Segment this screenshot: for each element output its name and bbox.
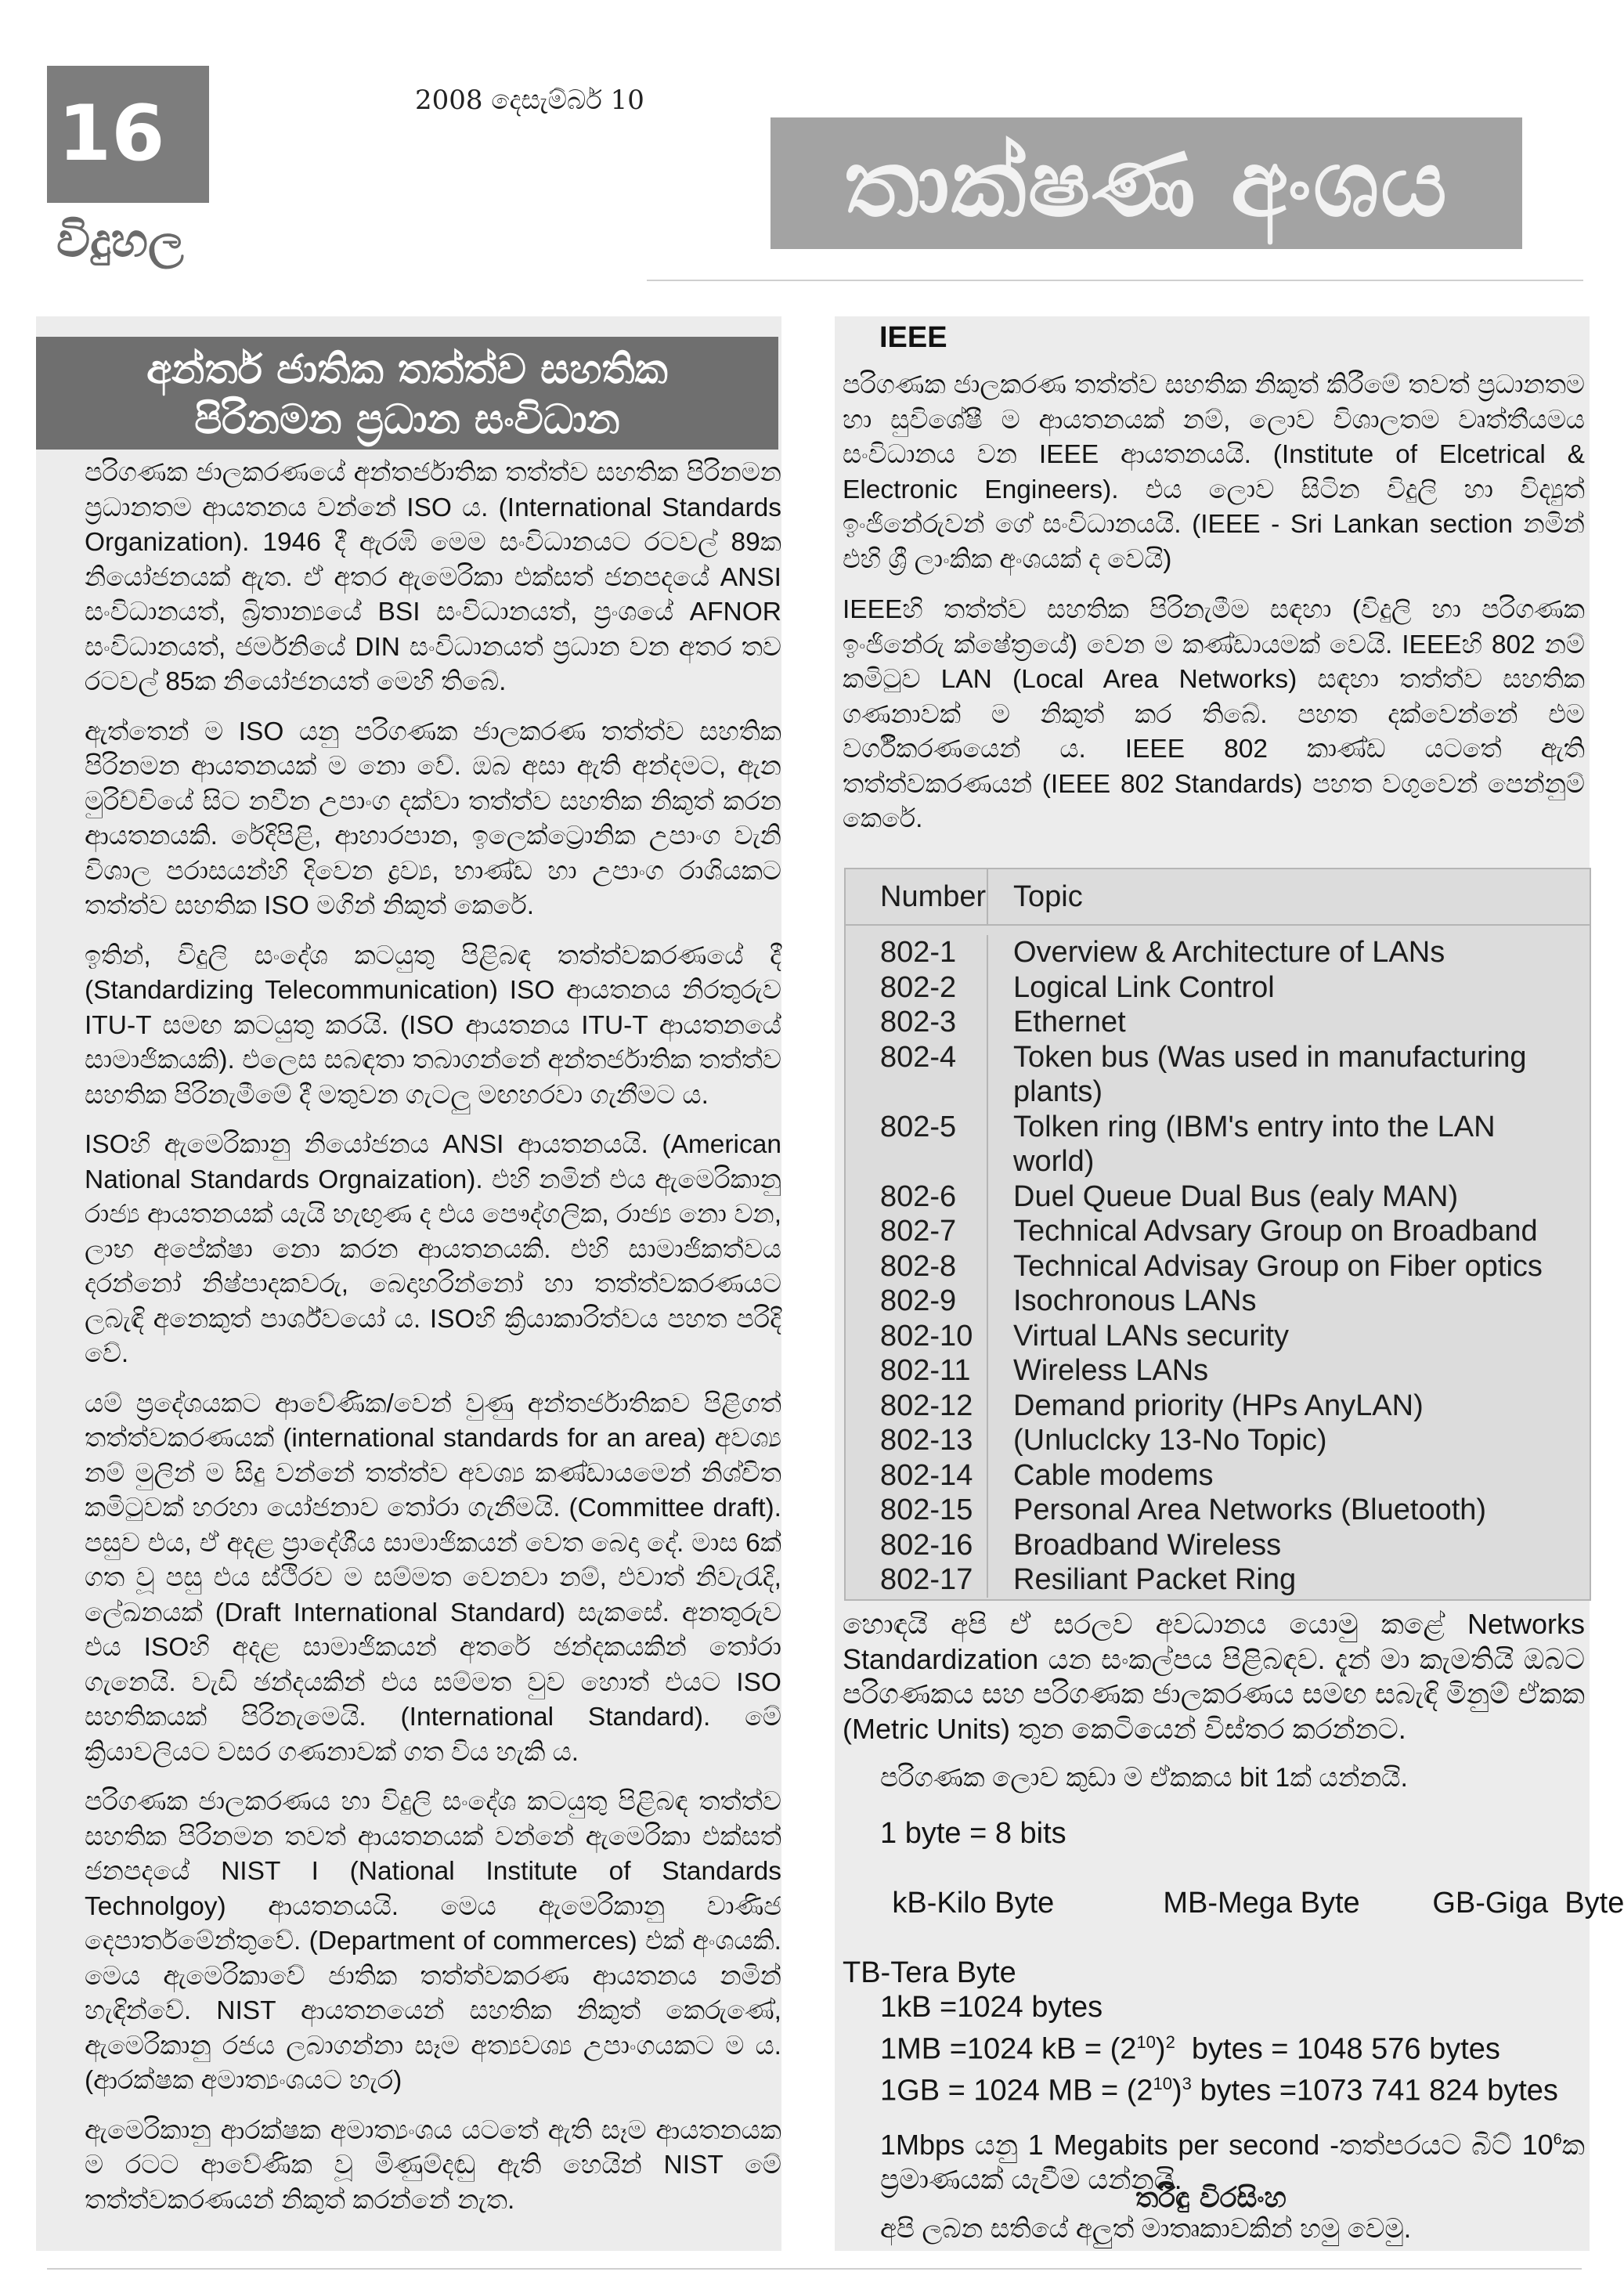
gb-exponent: 10 [1153, 2073, 1173, 2093]
row-topic: Resiliant Packet Ring [987, 1562, 1590, 1598]
mbps-exponent: 6 [1553, 2130, 1562, 2148]
row-number: 802-10 [880, 1319, 973, 1353]
newspaper-name: විදුහල [56, 213, 184, 268]
row-topic: Technical Advisay Group on Fiber optics [987, 1249, 1590, 1284]
gb-equation-part: 1GB = 1024 MB = (2 [880, 2074, 1153, 2107]
row-topic: Ethernet [987, 1005, 1590, 1040]
row-topic: Wireless LANs [987, 1353, 1590, 1389]
row-topic: Duel Queue Dual Bus (ealy MAN) [987, 1179, 1590, 1215]
mb-power: 2 [1165, 2032, 1175, 2052]
right-paragraph: IEEEහි තත්ත්ව සහතික පිරිනැමීම සඳහා (විදුලි හා පරිගණක ඉංජිනේරු ක්ෂේත්‍රයේ) වෙන ම කණ්ඩායමක් වෙයි. IEEEහි 802 නම් කමිටුව LAN (Local Area Networks) සඳහා තත්ත්ව සහතික ගණනාවක් ම නිකුත් කර තිබේ. පහත දක්වෙන්නේ එම වර්ගීකරණයෙන් ය. IEEE 802 කාණ්ඩ යටතේ ඇති තත්ත්වකරණයන් (IEEE 802 Standards) පහත වගුවෙන් පෙන්නුම් කෙරේ. [843, 595, 1585, 833]
row-number: 802-16 [880, 1528, 973, 1562]
left-paragraph: පරිගණක ජාලකරණයේ අන්තර්ජාතික තත්ත්ව සහතික පිරිනමන ප්‍රධානතම ආයතනය වන්නේ ISO ය. (International Standards Organization). 1946 දී ඇරඹි මෙම සංවිධානයට රටවල් 89ක නියෝජනයක් ඇත. ඒ අතර ඇමෙරිකා එක්සත් ජනපදයේ ANSI සංවිධානයත්, බ්‍රිතාන්‍යයේ BSI සංවිධානයත්, ප්‍රංශයේ AFNOR සංවිධානයත්, ජර්මනියේ DIN සංවිධානයත් ප්‍රධාන වන අතර තව රටවල් 85ක නියෝජනයත් මෙහි තිබේ. [85, 458, 781, 696]
row-number: 802-8 [880, 1249, 957, 1283]
table-row [846, 935, 1590, 970]
table-header-row [846, 869, 1590, 926]
row-topic: Virtual LANs security [987, 1319, 1590, 1354]
mb-equation-part: bytes = 1048 576 bytes [1175, 2032, 1500, 2066]
ieee-802-table [844, 868, 1591, 1601]
units-block [843, 1816, 1624, 2108]
row-number: 802-1 [880, 936, 957, 969]
table-row [846, 1458, 1590, 1493]
unit-tb: TB-Tera Byte [843, 1956, 1016, 1989]
unit-mb-equation [843, 2025, 1585, 2067]
row-topic: Tolken ring (IBM's entry into the LAN world) [987, 1110, 1590, 1179]
row-topic: Demand priority (HPs AnyLAN) [987, 1389, 1590, 1424]
table-row [846, 1214, 1590, 1249]
mbps-text: ක ප්‍රමාණයක් යැවීම යන්නයි. [880, 2128, 1585, 2196]
left-title-line-1: අන්තර් ජාතික තත්ත්ව සහතික [146, 346, 668, 393]
unit-mb: MB-Mega Byte [1163, 1886, 1360, 1920]
table-row [846, 1284, 1590, 1319]
left-article-body [85, 456, 781, 2233]
table-row [846, 1528, 1590, 1563]
mb-exponent: 10 [1136, 2032, 1156, 2052]
table-body [846, 926, 1590, 1599]
footer-divider [47, 2268, 1582, 2270]
row-number: 802-3 [880, 1006, 957, 1038]
table-row [846, 1423, 1590, 1458]
left-paragraph: ඇත්තෙන් ම ISO යනු පරිගණක ජාලකරණ තත්ත්ව සහතික පිරිනමන ආයතනයක් ම නො වේ. ඔබ අසා ඇති අන්දමට, ඇන මුරිච්චියේ සිට නවීන උපාංග දක්වා තත්ත්ව සහතික නිකුත් කරන ආයතනයකි. රේදිපිළි, ආහාරපාන, ඉලෙක්ට්‍රොනික උපාංග වැනි විශාල පරාසයන්හි දිවෙන ද්‍රව්‍ය, භාණ්ඩ හා උපාංග රාශියකට තත්ත්ව සහතික ISO මගින් නිකුත් කෙරේ. [85, 717, 781, 920]
outro-paragraph: හොඳයි අපි ඒ සරලව අවධානය යොමු කළේ Networks Standardization යන සංකල්පය පිළිබඳව. දැන් මා කැමතියි ඔබට පරිගණකය සහ පරිගණක ජාලකරණය සමඟ සබැඳි මිනුම් ඒකක (Metric Units) තුන කෙටියෙන් විස්තර කරන්නට. [843, 1608, 1585, 1745]
table-row [846, 1179, 1590, 1215]
section-title-banner: තාක්ෂණ අංශය [770, 117, 1522, 249]
gb-power: 3 [1182, 2073, 1192, 2093]
row-number: 802-15 [880, 1493, 973, 1526]
row-number: 802-11 [880, 1354, 971, 1387]
row-number: 802-2 [880, 970, 957, 1004]
row-number: 802-17 [880, 1563, 973, 1596]
unit-abbreviations [843, 1851, 1624, 1956]
bit-definition: පරිගණක ලොව කුඩා ම ඒකකය bit 1ක් යන්නයි. [880, 1763, 1408, 1793]
row-topic: Technical Advsary Group on Broadband [987, 1214, 1590, 1249]
unit-kb: kB-Kilo Byte [892, 1886, 1055, 1920]
row-topic: Logical Link Control [987, 970, 1590, 1006]
column-header-topic: Topic [987, 869, 1590, 924]
table-row [846, 970, 1590, 1006]
table-row [846, 1110, 1590, 1179]
closing-line: අපි ලබන සතියේ අලුත් මාතෘකාවකින් හමු වෙමු. [880, 2213, 1412, 2244]
row-topic: (Unluclcky 13-No Topic) [987, 1423, 1590, 1458]
row-topic: Overview & Architecture of LANs [987, 935, 1590, 970]
mbps-text: 1Mbps යනු 1 Megabits per second -තත්පරයට බිට් 10 [880, 2128, 1554, 2161]
left-paragraph: ඇමෙරිකානු ආරක්ෂක අමාත්‍යංශය යටතේ ඇති සෑම ආයතනයක ම රටට ආවේණික වූ මිණුම්දඬු ඇති හෙයින් NIST මේ තත්ත්වකරණයන් නිකුත් කරන්නේ නැත. [85, 2115, 781, 2215]
left-paragraph: යම් ප්‍රදේශයකට ආවේණික/වෙන් වුණු අන්තර්ජාතිකව පිළිගත් තත්ත්වකරණයක් (international standards for an area) අවශ්‍ය නම් මුලින් ම සිදු වන්නේ තත්ත්ව අවශ්‍ය කණ්ඩායමෙන් නිශ්චිත කමිටුවක් හරහා යෝජනාව තෝරා ගැනීමයි. (Committee draft). පසුව එය, ඒ අදළ ප්‍රාදේශීය සාමාජිකයන් වෙත බෙදා දේ. මාස 6ක් ගත වූ පසු එය ස්ථිරව ම සම්මත වෙනවා නම්, එවාත් නිවැරැදි, ලේඛනයක් (Draft International Standard) සැකසේ. අනතුරුව එය ISOහි අදළ සාමාජිකයන් අතරේ ඡන්දකයකින් තෝරා ගැනෙයි. වැඩි ඡන්දයකින් එය සම්මත වුව හොත් එයට ISO සහතිකයක් පිරිනැමෙයි. (International Standard). මේ ක්‍රියාවලියට වසර ගණනාවක් ගත විය හැකි ය. [85, 1389, 781, 1767]
left-title-line-2: පිරිනමන ප්‍රධාන සංවිධාන [194, 396, 620, 443]
row-number: 802-6 [880, 1179, 957, 1213]
table-row [846, 1249, 1590, 1284]
mb-equation-part: ) [1155, 2032, 1166, 2066]
table-row [846, 1319, 1590, 1354]
row-number: 802-14 [880, 1458, 973, 1492]
left-paragraph: ISOහි ඇමෙරිකානු නියෝජනය ANSI ආයතනයයි. (American National Standards Orgnaization). එහි නමින් එය ඇමෙරිකානු රාජ්‍ය ආයතනයක් යැයි හැඟුණ ද එය පෞද්ගලික, රාජ්‍ය නො වන, ලාභ අපේක්ෂා නො කරන ආයතනයකි. එහි සාමාජිකත්වය දරන්නෝ නිෂ්පාදකවරු, බෙදාහරින්නෝ හා තත්ත්වකරණයට ලබැඳි අනෙකුත් පාර්ශ්වයෝ ය. ISOහි ක්‍රියාකාරිත්වය පහත පරිදි වේ. [85, 1130, 781, 1368]
table-row [846, 1389, 1590, 1424]
left-article-title [36, 337, 778, 450]
table-row [846, 1353, 1590, 1389]
issue-date: 2008 දෙසැම්බර් 10 [415, 85, 644, 116]
row-number: 802-12 [880, 1389, 973, 1422]
left-paragraph: ඉතින්, විදුලි සංදේශ කටයුතු පිළිබඳ තත්ත්වකරණයේ දී (Standardizing Telecommunication) ISO ආයතනය නිරතුරුව ITU-T සමඟ කටයුතු කරයි. (ISO ආයතනය ITU-T ආයතනයේ සාමාජිකයකි). එලෙස සබඳතා තබාගන්නේ අන්තර්ජාතික තත්ත්ව සහතික පිරිනැමීමේ දී මතුවන ගැටලු මඟහරවා ගැනීමට ය. [85, 941, 781, 1110]
table-row [846, 1562, 1590, 1598]
left-paragraph: පරිගණක ජාලකරණය හා විදුලි සංදේශ කටයුතු පිළිබඳ තත්ත්ව සහතික පිරිනමන තවත් ආයතනයක් වන්නේ ඇමෙරිකා එක්සත් ජනපදයේ NIST I (National Institute of Standards Technolgoy) ආයතනයයි. මෙය ඇමෙරිකානු වාණිජ දෙපාර්තමේන්තුවේ. (Department of commerces) එක් අංශයකි. මෙය ඇමෙරිකාවේ ජාතික තත්ත්වකරණ ආයතනය නමින් හැඳින්වේ. NIST ආයතනයෙන් සහතික නිකුත් කෙරුණේ, ඇමෙරිකානු රජය ලබාගන්නා සෑම අත්‍යවශ්‍ය උපාංගයකට ම ය. (ආරක්ෂක අමාත්‍යංශයට හැර) [85, 1787, 781, 2095]
mb-equation-part: 1MB =1024 kB = (2 [880, 2032, 1137, 2066]
unit-gb-equation [843, 2067, 1585, 2108]
gb-equation-part: ) [1172, 2074, 1182, 2107]
unit-byte: 1 byte = 8 bits [880, 1816, 1066, 1850]
unit-gb: GB-Giga Byte [1432, 1886, 1624, 1920]
table-row [846, 1493, 1590, 1528]
row-number: 802-13 [880, 1424, 973, 1457]
row-number: 802-9 [880, 1284, 957, 1317]
right-intro-text [843, 368, 1585, 853]
gb-equation-part: bytes =1073 741 824 bytes [1191, 2074, 1558, 2107]
page-number: 16 [47, 66, 209, 203]
unit-kb-equation: 1kB =1024 bytes [880, 1991, 1103, 2024]
header-divider [647, 280, 1583, 281]
column-header-number: Number [880, 880, 987, 913]
row-topic: Broadband Wireless [987, 1528, 1590, 1563]
row-topic: Token bus (Was used in manufacturing plants) [987, 1040, 1590, 1110]
row-number: 802-5 [880, 1110, 957, 1143]
author-signature: තරිඳු විරසිංහ [1135, 2182, 1287, 2214]
ieee-heading: IEEE [879, 321, 947, 354]
row-topic: Personal Area Networks (Bluetooth) [987, 1493, 1590, 1528]
row-topic: Isochronous LANs [987, 1284, 1590, 1319]
right-paragraph: පරිගණක ජාලකරණ තත්ත්ව සහතික නිකුත් කිරීමේ තවත් ප්‍රධානතම හා සුවිශේෂී ම ආයතනයක් නම්, ලොව විශාලතම වෘත්තීයමය සංවිධානය වන IEEE ආයතනයයි. (Institute of Elcetrical & Electronic Engineers). එය ලොව සිටින විදුලි හා විද්‍යුත් ඉංජිනේරුවන් ගේ සංවිධානයයි. (IEEE - Sri Lankan section නමින් එහි ශ්‍රී ලාංකික අංශයක් ද වෙයි) [843, 370, 1585, 574]
table-row [846, 1040, 1590, 1110]
table-row [846, 1005, 1590, 1040]
row-number: 802-4 [880, 1040, 957, 1074]
row-topic: Cable modems [987, 1458, 1590, 1493]
row-number: 802-7 [880, 1215, 957, 1248]
right-outro-text [843, 1607, 1624, 2260]
